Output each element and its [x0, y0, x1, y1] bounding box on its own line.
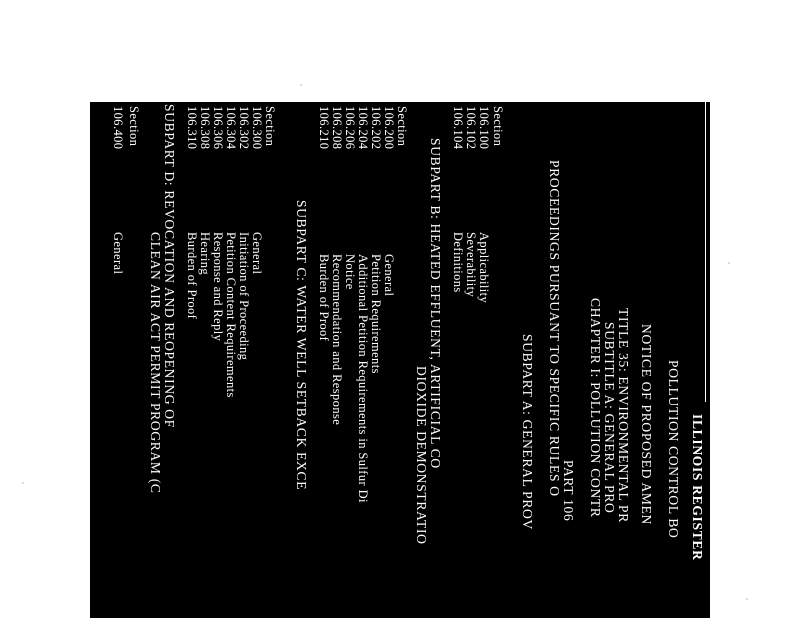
subpart-c-num-4: 106.306 [211, 106, 225, 150]
register-title: ILLINOIS REGISTER [690, 414, 705, 561]
subpart-b-title-2: Petition Requirements [369, 254, 383, 374]
header-rule [705, 102, 706, 402]
subpart-c-title-2: Initiation of Proceeding [237, 232, 251, 361]
chapter-line: CHAPTER I: POLLUTION CONTR [588, 298, 603, 518]
subpart-b-section-label: Section [395, 106, 409, 147]
subpart-d-heading-2: CLEAN AIR ACT PERMIT PROGRAM (C [148, 232, 163, 494]
scan-speck [728, 262, 730, 264]
subpart-a-title-3: Definitions [451, 232, 465, 293]
subpart-b-title-4: Notice [343, 254, 357, 290]
subpart-d-title-1: General [111, 232, 125, 275]
subpart-b-title-5: Recommendation and Response [330, 254, 344, 426]
subpart-b-num-4: 106.206 [343, 106, 357, 150]
subpart-b-num-3: 106.204 [356, 106, 370, 150]
subpart-d-heading: SUBPART D: REVOCATION AND REOPENING OF [162, 104, 177, 428]
subpart-b-title-1: General [382, 254, 396, 297]
scanned-document-page [90, 102, 710, 618]
subpart-c-num-1: 106.300 [250, 106, 264, 150]
subpart-c-num-3: 106.304 [224, 106, 238, 150]
subpart-a-title-1: Applicability [477, 232, 491, 304]
subpart-a-num-3: 106.104 [451, 106, 465, 150]
subpart-c-num-6: 106.310 [185, 106, 199, 150]
subpart-c-title-4: Response and Reply [211, 232, 225, 342]
subpart-a-num-1: 106.100 [477, 106, 491, 150]
board-name: POLLUTION CONTROL BO [666, 360, 681, 539]
subpart-a-section-label: Section [491, 106, 505, 147]
subpart-b-num-2: 106.202 [369, 106, 383, 150]
subpart-b-title-3: Additional Petition Requirements in Sulfur Di [356, 254, 370, 503]
part-title: PROCEEDINGS PURSUANT TO SPECIFIC RULES O [547, 160, 562, 497]
subpart-c-section-label: Section [263, 106, 277, 147]
subpart-a-title-2: Severability [464, 232, 478, 298]
subpart-c-title-3: Petition Content Requirements [224, 232, 238, 398]
subpart-c-title-5: Hearing [198, 232, 212, 276]
subpart-d-section-label: Section [127, 106, 141, 147]
subpart-c-title-1: General [250, 232, 264, 275]
subpart-b-heading-2: DIOXIDE DEMONSTRATIO [414, 366, 429, 545]
part-number: PART 106 [561, 460, 576, 522]
subpart-b-num-1: 106.200 [382, 106, 396, 150]
subpart-b-num-5: 106.208 [330, 106, 344, 150]
subpart-c-num-2: 106.302 [237, 106, 251, 150]
subpart-c-title-6: Burden of Proof [185, 232, 199, 320]
subpart-a-heading: SUBPART A: GENERAL PROV [520, 334, 535, 530]
scan-speck [22, 482, 24, 484]
subpart-b-title-6: Burden of Proof [317, 254, 331, 342]
subpart-b-num-6: 106.210 [317, 106, 331, 150]
subpart-d-num-1: 106.400 [111, 106, 125, 150]
title-line: TITLE 35: ENVIRONMENTAL PR [616, 308, 631, 523]
subtitle-line: SUBTITLE A: GENERAL PRO [602, 322, 617, 514]
scan-speck [746, 598, 748, 600]
scan-speck [300, 84, 302, 86]
subpart-c-heading: SUBPART C: WATER WELL SETBACK EXCE [294, 200, 309, 491]
subpart-a-num-2: 106.102 [464, 106, 478, 150]
subpart-b-heading: SUBPART B: HEATED EFFLUENT, ARTIFICIAL CO [428, 138, 443, 469]
subpart-c-num-5: 106.308 [198, 106, 212, 150]
notice-title: NOTICE OF PROPOSED AMEN [639, 324, 654, 525]
